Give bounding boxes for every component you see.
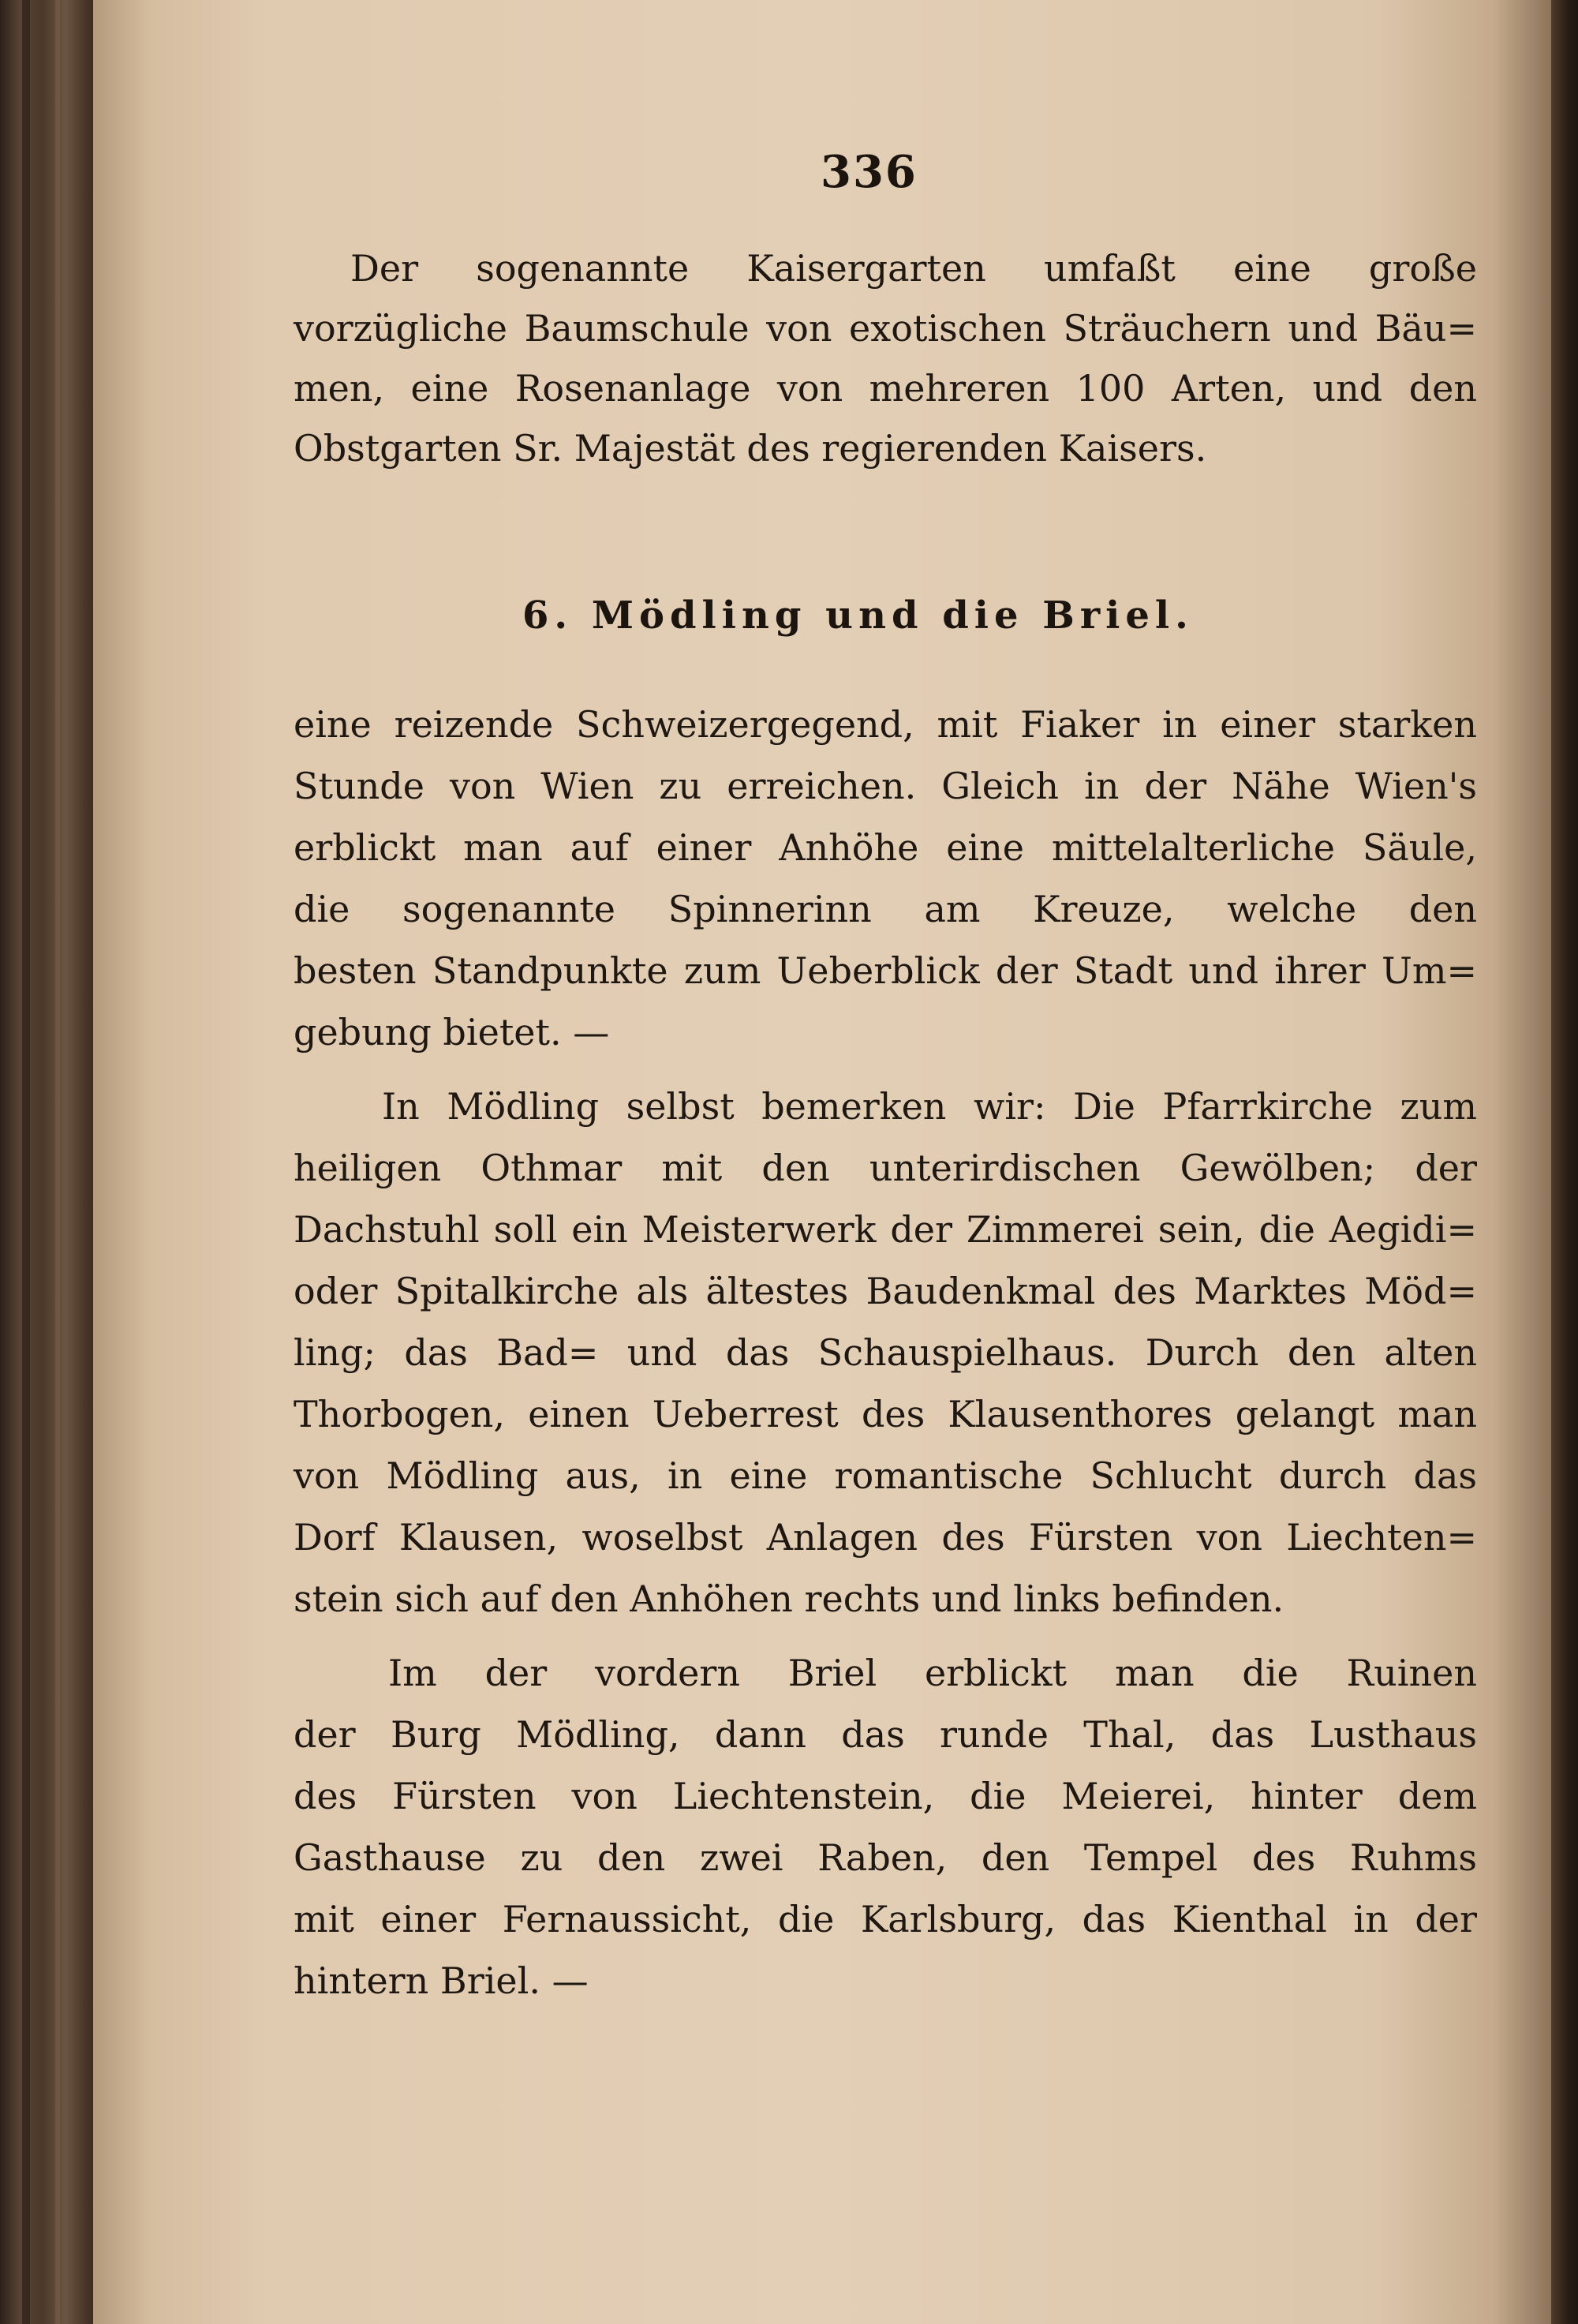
- book-spine: [0, 0, 93, 2324]
- paragraph-3-line: oder Spitalkirche als ältestes Baudenkmal des Marktes Möd=: [294, 1270, 1477, 1312]
- paragraph-4-line: Im der vordern Briel erblickt man die Ruinen: [388, 1652, 1477, 1694]
- section-heading: 6. Mödling und die Briel.: [522, 593, 1194, 638]
- paragraph-1-line: vorzügliche Baumschule von exotischen Sträuchern und Bäu=: [294, 307, 1477, 350]
- paragraph-4-line: des Fürsten von Liechtenstein, die Meierei, hinter dem: [294, 1775, 1477, 1817]
- paragraph-3-line: ling; das Bad= und das Schauspielhaus. Durch den alten: [294, 1331, 1477, 1374]
- paragraph-3-line: stein sich auf den Anhöhen rechts und links befinden.: [294, 1577, 1284, 1620]
- paragraph-2-line: besten Standpunkte zum Ueberblick der Stadt und ihrer Um=: [294, 949, 1477, 992]
- paragraph-3-line: Dachstuhl soll ein Meisterwerk der Zimmerei sein, die Aegidi=: [294, 1208, 1477, 1251]
- paragraph-4-line: der Burg Mödling, dann das runde Thal, das Lusthaus: [294, 1713, 1477, 1756]
- paragraph-3-line: von Mödling aus, in eine romantische Schlucht durch das: [294, 1454, 1477, 1497]
- spine-fold: [22, 0, 30, 2324]
- paragraph-3-line: heiligen Othmar mit den unterirdischen Gewölben; der: [294, 1147, 1477, 1189]
- paragraph-1-line: Der sogenannte Kaisergarten umfaßt eine große: [350, 247, 1477, 290]
- paragraph-4-line: hintern Briel. —: [294, 1959, 589, 2002]
- paragraph-1-line: men, eine Rosenanlage von mehreren 100 Arten, und den: [294, 367, 1477, 410]
- paragraph-2-line: erblickt man auf einer Anhöhe eine mittelalterliche Säule,: [294, 826, 1477, 869]
- paragraph-2-line: eine reizende Schweizergegend, mit Fiaker in einer starken: [294, 703, 1477, 746]
- page-edge: [1551, 0, 1578, 2324]
- paragraph-2-line: die sogenannte Spinnerinn am Kreuze, welche den: [294, 888, 1477, 930]
- spine-highlight: [55, 0, 60, 2324]
- paragraph-3-line: Dorf Klausen, woselbst Anlagen des Fürsten von Liechten=: [294, 1516, 1477, 1559]
- paragraph-2-line: gebung bietet. —: [294, 1011, 610, 1053]
- paragraph-3-line: In Mödling selbst bemerken wir: Die Pfarrkirche zum: [382, 1085, 1477, 1128]
- paragraph-4-line: mit einer Fernaussicht, die Karlsburg, das Kienthal in der: [294, 1898, 1477, 1940]
- page-number: 336: [821, 146, 918, 198]
- paragraph-1-line: Obstgarten Sr. Majestät des regierenden Kaisers.: [294, 427, 1207, 470]
- paragraph-2-line: Stunde von Wien zu erreichen. Gleich in der Nähe Wien's: [294, 765, 1477, 807]
- paragraph-3-line: Thorbogen, einen Ueberrest des Klausenthores gelangt man: [294, 1393, 1477, 1435]
- paragraph-4-line: Gasthause zu den zwei Raben, den Tempel des Ruhms: [294, 1836, 1477, 1879]
